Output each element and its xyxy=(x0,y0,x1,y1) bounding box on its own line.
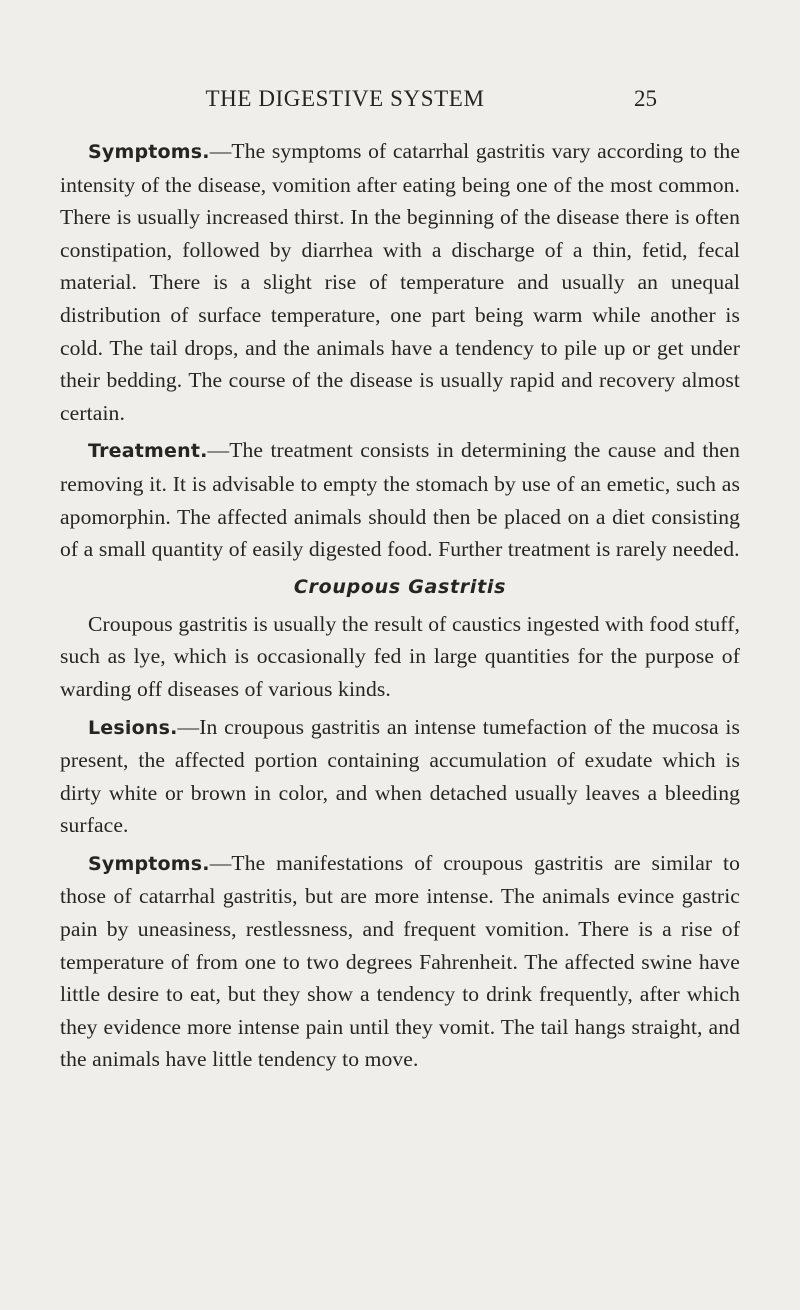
lesions-text: —In croupous gastritis an intense tumefaction of the mucosa is present, the affected portion containing accumulation of exudate which is dirty white or brown in color, and when detached usually leaves a bleeding surface. xyxy=(60,714,740,838)
symptoms-text: —The symptoms of catarrhal gastritis vary according to the intensity of the disease, vomition after eating being one of the most common. There is usually increased thirst. In the beginning of the disease there is often constipation, followed by diarrhea with a discharge of a thin, fetid, fecal material. There is a slight rise of temperature and usually an unequal distribution of surface temperature, one part being warm while another is cold. The tail drops, and the animals have a tendency to pile up or get under their bedding. The course of the disease is usually rapid and recovery almost certain. xyxy=(60,139,740,425)
treatment-paragraph xyxy=(60,434,740,565)
section-heading: Croupous Gastritis xyxy=(293,575,507,598)
page-number: 25 xyxy=(634,86,657,111)
body-text xyxy=(60,135,740,1076)
symptoms-catarrhal-paragraph xyxy=(60,135,740,429)
symptoms-croupous-run-in-heading: Symptoms. xyxy=(88,852,210,875)
symptoms-run-in-heading: Symptoms. xyxy=(88,141,210,163)
treatment-text: —The treatment consists in determining the cause and then removing it. It is advisable to empty the stomach by use of an emetic, such as apomorphin. The affected animals should then be placed on a diet consisting of a small quantity of easily digested food. Further treatment is rarely needed. xyxy=(60,438,740,562)
croupous-intro-paragraph: Croupous gastritis is usually the result of caustics ingested with food stuff, such as lye, which is occasionally fed in large quantities for the purpose of warding off diseases of various kinds. xyxy=(60,611,740,701)
running-title: THE DIGESTIVE SYSTEM xyxy=(205,86,485,111)
treatment-run-in-heading: Treatment. xyxy=(88,440,208,463)
lesions-run-in-heading: Lesions. xyxy=(88,716,178,739)
running-head xyxy=(0,82,800,116)
symptoms-croupous-paragraph xyxy=(60,847,740,1076)
lesions-paragraph xyxy=(60,711,740,842)
symptoms-croupous-text: —The manifestations of croupous gastritis are similar to those of catarrhal gastritis, but are more intense. The animals evince gastric pain by uneasiness, restlessness, and frequent vomition. There is a rise of temperature of from one to two degrees Fahrenheit. The affected swine have little desire to eat, but they show a tendency to drink frequently, after which they evidence more intense pain until they vomit. The tail hangs straight, and the animals have little tendency to move. xyxy=(60,850,740,1072)
